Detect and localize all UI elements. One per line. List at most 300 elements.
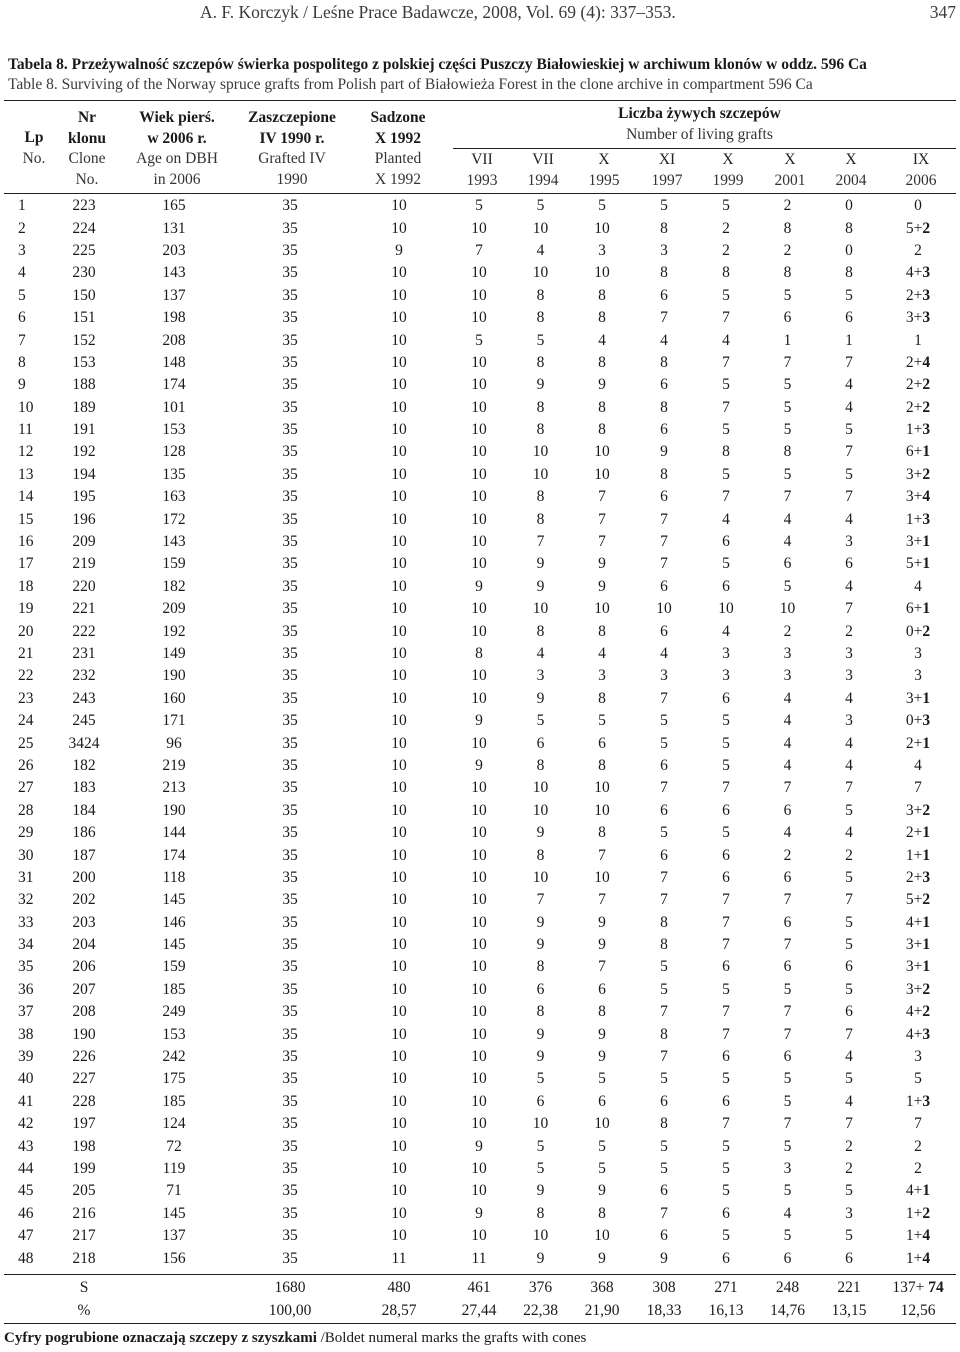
table-cell: 174 (162, 846, 186, 864)
table-cell: 8 (660, 465, 668, 483)
table-row (4, 531, 956, 553)
table-cell: 4 (598, 331, 606, 349)
table-cell: 8 (598, 353, 606, 371)
table-cell: 8 (660, 219, 668, 237)
table-cell: 9 (660, 1249, 668, 1267)
table-cell: 35 (282, 958, 298, 976)
table-cell: 5 (660, 197, 668, 215)
table-cell: 10 (471, 868, 487, 886)
table-cell: 10 (391, 577, 407, 595)
table-cell: 7 (660, 779, 668, 797)
totals-label: % (77, 1301, 91, 1319)
table-cell: 35 (282, 712, 298, 730)
table-cell: 32 (18, 891, 34, 909)
table-cell: 5 (660, 1137, 668, 1155)
header-year-1995: X 1995 (588, 151, 620, 189)
table-cell: 4 (845, 577, 853, 595)
table-cell: 3 (845, 1204, 853, 1222)
table-cell: 35 (282, 600, 298, 618)
table-row (4, 867, 956, 889)
table-cell: 6 (722, 1092, 730, 1110)
table-cell: 21,90 (584, 1301, 620, 1319)
table-cell: 3 (845, 667, 853, 685)
table-cell: 6 (598, 734, 606, 752)
table-cell: 10 (656, 600, 672, 618)
table-cell: 10 (471, 1025, 487, 1043)
table-cell: 4 (660, 331, 668, 349)
table-cell: 7 (722, 936, 730, 954)
table-cell: 36 (18, 980, 34, 998)
table-cell: 7 (783, 1115, 792, 1133)
table-cell: 3 (783, 1159, 792, 1177)
table-cell: 9 (598, 376, 606, 394)
table-row (4, 464, 956, 486)
table-cell: 100,00 (268, 1301, 312, 1319)
table-cell: 4 (722, 331, 730, 349)
header-bottom-rule (4, 193, 956, 194)
table-cell: 3+1 (905, 936, 931, 954)
table-cell: 10 (391, 555, 407, 573)
table-cell: 9 (536, 824, 545, 842)
table-cell: 7 (660, 555, 668, 573)
table-cell: 186 (72, 824, 96, 842)
table-cell: 8 (536, 398, 545, 416)
table-cell: 208 (72, 1003, 96, 1021)
table-cell: 7 (660, 689, 668, 707)
table-cell: 13,15 (831, 1301, 867, 1319)
table-cell: 10 (391, 712, 407, 730)
table-cell: 35 (282, 689, 298, 707)
table-cell: 35 (282, 1070, 298, 1088)
table-cell: 368 (590, 1279, 614, 1297)
table-cell: 10 (532, 600, 549, 618)
table-cell: 5 (845, 936, 853, 954)
table-cell: 3 (845, 533, 853, 551)
table-row (4, 620, 956, 642)
table-cell: 4 (845, 689, 853, 707)
table-cell: 8 (536, 286, 545, 304)
table-cell: 1+2 (905, 1204, 931, 1222)
table-cell: 9 (536, 689, 545, 707)
table-cell: 33 (18, 913, 34, 931)
table-cell: 153 (162, 1025, 186, 1043)
table-cell: 7 (845, 1115, 853, 1133)
table-cell: 7 (598, 958, 606, 976)
table-row (4, 777, 956, 799)
table-cell: 10 (391, 779, 407, 797)
table-cell: 10 (594, 443, 610, 461)
table-top-rule (4, 100, 956, 101)
table-cell: 4 (914, 577, 922, 595)
table-cell: 7 (660, 891, 668, 909)
table-row (4, 374, 956, 396)
table-cell: 1+3 (905, 510, 931, 528)
table-cell: 10 (391, 353, 407, 371)
table-cell: 192 (72, 443, 96, 461)
table-cell: 1 (845, 331, 853, 349)
table-cell: 3 (598, 241, 606, 259)
table-cell: 96 (166, 734, 182, 752)
table-cell: 5 (845, 1227, 853, 1245)
table-cell: 7 (722, 891, 730, 909)
table-cell: 5 (722, 286, 730, 304)
table-cell: 10 (471, 891, 487, 909)
table-cell: 194 (72, 465, 96, 483)
table-row (4, 1091, 956, 1113)
header-year-1999: X 1999 (712, 151, 744, 189)
table-row (4, 352, 956, 374)
table-cell: 5 (722, 980, 730, 998)
table-cell: 5+2 (905, 219, 931, 237)
table-cell: 22,38 (523, 1301, 558, 1319)
table-cell: 1+3 (905, 1092, 931, 1110)
table-cell: 35 (282, 868, 298, 886)
table-cell: 7 (783, 353, 792, 371)
table-cell: 27,44 (461, 1301, 497, 1319)
table-cell: 10 (594, 801, 610, 819)
table-cell: 5 (536, 331, 545, 349)
table-cell: 3 (783, 667, 792, 685)
table-cell: 7 (722, 309, 730, 327)
table-row (4, 598, 956, 620)
table-cell: 3424 (68, 734, 100, 752)
table-cell: 197 (72, 1115, 96, 1133)
table-cell: 7 (914, 779, 922, 797)
table-cell: 7 (845, 1025, 853, 1043)
footnote-english: /Boldet numeral marks the grafts with cones (316, 1330, 587, 1346)
table-cell: 271 (714, 1279, 738, 1297)
table-row (4, 329, 956, 351)
table-row (4, 1113, 956, 1135)
table-cell: 10 (718, 600, 734, 618)
table-cell: 35 (282, 1115, 298, 1133)
table-cell: 8 (845, 264, 853, 282)
table-row (4, 508, 956, 530)
table-cell: 0 (845, 241, 853, 259)
totals-table (4, 1277, 956, 1322)
table-cell: 7 (536, 891, 545, 909)
table-cell: 3+2 (905, 801, 931, 819)
table-cell: 206 (72, 958, 96, 976)
table-cell: 5 (783, 421, 792, 439)
table-cell: 5 (722, 1137, 730, 1155)
header-year-1994: VII 1994 (527, 151, 559, 189)
table-cell: 8 (660, 1115, 668, 1133)
table-cell: 5 (722, 1159, 730, 1177)
table-cell: 35 (282, 891, 298, 909)
footnote (4, 1330, 586, 1347)
table-cell: 8 (783, 264, 792, 282)
table-cell: 6 (660, 1182, 668, 1200)
table-cell: 4 (783, 1204, 792, 1222)
table-cell: 9 (598, 1182, 606, 1200)
table-cell: 16 (18, 533, 34, 551)
header-planted: Sadzone X 1992 Planted X 1992 (370, 109, 426, 188)
table-cell: 5 (475, 197, 483, 215)
table-cell: 184 (72, 801, 96, 819)
table-cell: 4 (722, 510, 730, 528)
table-cell: 205 (72, 1182, 96, 1200)
table-cell: 5 (660, 980, 668, 998)
table-cell: 35 (282, 622, 298, 640)
table-cell: 232 (72, 667, 96, 685)
table-cell: 9 (536, 376, 545, 394)
table-cell: 38 (18, 1025, 34, 1043)
table-cell: 6 (845, 958, 853, 976)
table-cell: 10 (594, 219, 610, 237)
table-cell: 6 (722, 846, 730, 864)
table-cell: 10 (391, 398, 407, 416)
table-cell: 5 (783, 1092, 792, 1110)
table-row (4, 710, 956, 732)
table-cell: 202 (72, 891, 96, 909)
table-cell: 0 (845, 197, 853, 215)
table-cell: 10 (532, 868, 549, 886)
table-cell: 45 (18, 1182, 34, 1200)
table-cell: 10 (391, 1003, 407, 1021)
table-cell: 144 (162, 824, 186, 842)
table-cell: 7 (845, 488, 853, 506)
table-cell: 223 (72, 197, 96, 215)
table-cell: 4+3 (905, 264, 931, 282)
table-cell: 9 (536, 913, 545, 931)
table-cell: 6 (783, 309, 792, 327)
table-cell: 10 (18, 398, 34, 416)
table-cell: 172 (162, 510, 186, 528)
table-cell: 8 (783, 219, 792, 237)
table-cell: 7 (722, 398, 730, 416)
table-cell: 153 (162, 421, 186, 439)
table-cell: 220 (72, 577, 96, 595)
table-cell: 8 (660, 1025, 668, 1043)
table-cell: 18 (18, 577, 34, 595)
table-cell: 8 (722, 264, 730, 282)
table-cell: 171 (162, 712, 186, 730)
table-cell: 6 (783, 801, 792, 819)
table-cell: 10 (471, 555, 487, 573)
table-cell: 9 (598, 1025, 606, 1043)
table-cell: 9 (475, 1204, 483, 1222)
table-cell: 5 (598, 197, 606, 215)
table-cell: 35 (282, 734, 298, 752)
table-cell: 7 (475, 241, 483, 259)
table-cell: 10 (391, 376, 407, 394)
table-cell: 10 (391, 936, 407, 954)
table-cell: 10 (471, 1227, 487, 1245)
table-cell: 5 (783, 980, 792, 998)
table-cell: 5 (660, 734, 668, 752)
table-row (4, 486, 956, 508)
table-cell: 3+2 (905, 980, 931, 998)
table-cell: 10 (594, 1115, 610, 1133)
table-row (4, 1180, 956, 1202)
table-cell: 5 (783, 286, 792, 304)
table-cell: 203 (72, 913, 96, 931)
table-cell: 10 (594, 264, 610, 282)
table-cell: 4 (845, 510, 853, 528)
table-cell: 7 (845, 779, 853, 797)
table-cell: 9 (475, 756, 483, 774)
table-cell: 10 (391, 868, 407, 886)
table-cell: 5 (845, 1070, 853, 1088)
table-cell: 4 (914, 756, 922, 774)
table-cell: 35 (18, 958, 34, 976)
table-cell: 5 (914, 1070, 922, 1088)
header-year-1993: VII 1993 (466, 151, 498, 189)
table-cell: 9 (598, 1048, 606, 1066)
table-cell: 6 (845, 555, 853, 573)
table-cell: 198 (162, 309, 186, 327)
table-cell: 10 (391, 510, 407, 528)
table-cell: 10 (471, 353, 487, 371)
table-cell: 6 (722, 1204, 730, 1222)
table-cell: 10 (471, 533, 487, 551)
table-cell (118, 1277, 230, 1300)
table-cell: 10 (471, 488, 487, 506)
table-cell: 183 (72, 779, 96, 797)
table-cell: 5 (845, 913, 853, 931)
table-cell: 159 (162, 958, 186, 976)
table-cell: 2 (914, 1137, 922, 1155)
table-cell: 23 (18, 689, 34, 707)
table-cell: 2+4 (905, 353, 931, 371)
table-cell: 5 (598, 1137, 606, 1155)
table-cell: 10 (594, 1227, 610, 1245)
table-cell: 35 (282, 756, 298, 774)
table-cell: 35 (282, 577, 298, 595)
table-cell: 18,33 (646, 1301, 682, 1319)
table-cell: 5 (783, 398, 792, 416)
table-cell: 10 (471, 1182, 487, 1200)
table-cell: 31 (18, 868, 34, 886)
table-row (4, 934, 956, 956)
table-cell: 218 (72, 1249, 96, 1267)
table-cell: 189 (72, 398, 96, 416)
table-cell: 8 (18, 353, 26, 371)
table-cell: 10 (471, 421, 487, 439)
table-cell: 128 (162, 443, 186, 461)
table-cell: 10 (391, 689, 407, 707)
table-cell: 165 (162, 197, 186, 215)
table-cell: 2 (722, 241, 730, 259)
table-cell: 149 (162, 645, 186, 662)
table-cell: 7 (845, 891, 853, 909)
table-cell: 7 (783, 891, 792, 909)
table-cell: 3+1 (905, 533, 931, 551)
table-cell: 10 (391, 309, 407, 327)
table-cell: 10 (471, 980, 487, 998)
table-cell: 6 (845, 1249, 853, 1267)
table-cell: 5 (845, 421, 853, 439)
table-cell: 6 (722, 577, 730, 595)
totals-label: S (79, 1279, 89, 1297)
table-row (4, 800, 956, 822)
table-cell: 190 (72, 1025, 96, 1043)
table-cell: 5 (722, 1182, 730, 1200)
table-cell: 124 (162, 1115, 186, 1133)
table-cell: 10 (594, 600, 610, 618)
table-cell: 153 (72, 353, 96, 371)
table-cell: 10 (391, 1092, 407, 1110)
table-cell: 14,76 (770, 1301, 805, 1319)
table-cell: 4+1 (905, 913, 931, 931)
header-age: Wiek pierś. w 2006 r. Age on DBH in 2006 (136, 109, 218, 188)
table-cell: 35 (282, 980, 298, 998)
table-cell: 163 (162, 488, 186, 506)
table-cell: 8 (660, 936, 668, 954)
table-cell: 10 (391, 264, 407, 282)
table-cell: 243 (72, 689, 96, 707)
table-row (4, 307, 956, 329)
header-year-1997: XI 1997 (651, 151, 683, 189)
table-row (4, 732, 956, 754)
table-cell: 199 (72, 1159, 96, 1177)
table-cell: 192 (162, 622, 186, 640)
table-cell: 2+2 (905, 398, 931, 416)
table-cell: 10 (391, 622, 407, 640)
table-cell: 4 (783, 510, 792, 528)
table-cell: 10 (471, 309, 487, 327)
table-cell: 3 (536, 667, 545, 685)
table-cell: 308 (652, 1279, 676, 1297)
table-cell: 9 (536, 1025, 545, 1043)
table-cell: 5+1 (905, 555, 931, 573)
table-cell: 3+4 (905, 488, 931, 506)
table-cell: 4 (845, 1048, 853, 1066)
table-cell: 6 (722, 801, 730, 819)
table-cell: 10 (532, 219, 549, 237)
table-cell: 10 (471, 1070, 487, 1088)
table-cell: 8 (475, 645, 483, 662)
table-cell: 10 (532, 443, 549, 461)
table-cell: 6+1 (905, 600, 931, 618)
table-cell: 10 (391, 645, 407, 662)
table-cell: 7 (722, 488, 730, 506)
table-cell: 7 (660, 1048, 668, 1066)
table-cell: 7 (722, 913, 730, 931)
table-cell: 42 (18, 1115, 34, 1133)
table-cell: 191 (72, 421, 96, 439)
table-cell: 10 (532, 465, 549, 483)
table-cell: 6 (660, 286, 668, 304)
table-row (4, 755, 956, 777)
table-cell: 6 (722, 1048, 730, 1066)
table-cell: 221 (837, 1279, 861, 1297)
table-cell: 10 (391, 756, 407, 774)
table-cell: 219 (162, 756, 186, 774)
table-cell: 8 (536, 846, 545, 864)
table-cell: 5 (783, 1137, 792, 1155)
table-cell: 2 (783, 197, 792, 215)
table-cell: 225 (72, 241, 96, 259)
table-cell: 3 (914, 667, 922, 685)
table-cell: 10 (471, 936, 487, 954)
table-cell: 159 (162, 555, 186, 573)
table-cell: 34 (18, 936, 34, 954)
table-cell: 8 (598, 824, 606, 842)
table-cell: 6+1 (905, 443, 931, 461)
table-cell: 48 (18, 1249, 34, 1267)
table-cell: 245 (72, 712, 96, 730)
table-cell: 1+4 (905, 1249, 931, 1267)
table-cell (4, 1300, 50, 1323)
table-cell: 1+1 (905, 846, 931, 864)
table-cell: 4 (845, 1092, 853, 1110)
table-cell: 228 (72, 1092, 96, 1110)
table-cell: 10 (471, 824, 487, 842)
header-year-2004: X 2004 (835, 151, 867, 189)
table-cell: 5 (845, 286, 853, 304)
